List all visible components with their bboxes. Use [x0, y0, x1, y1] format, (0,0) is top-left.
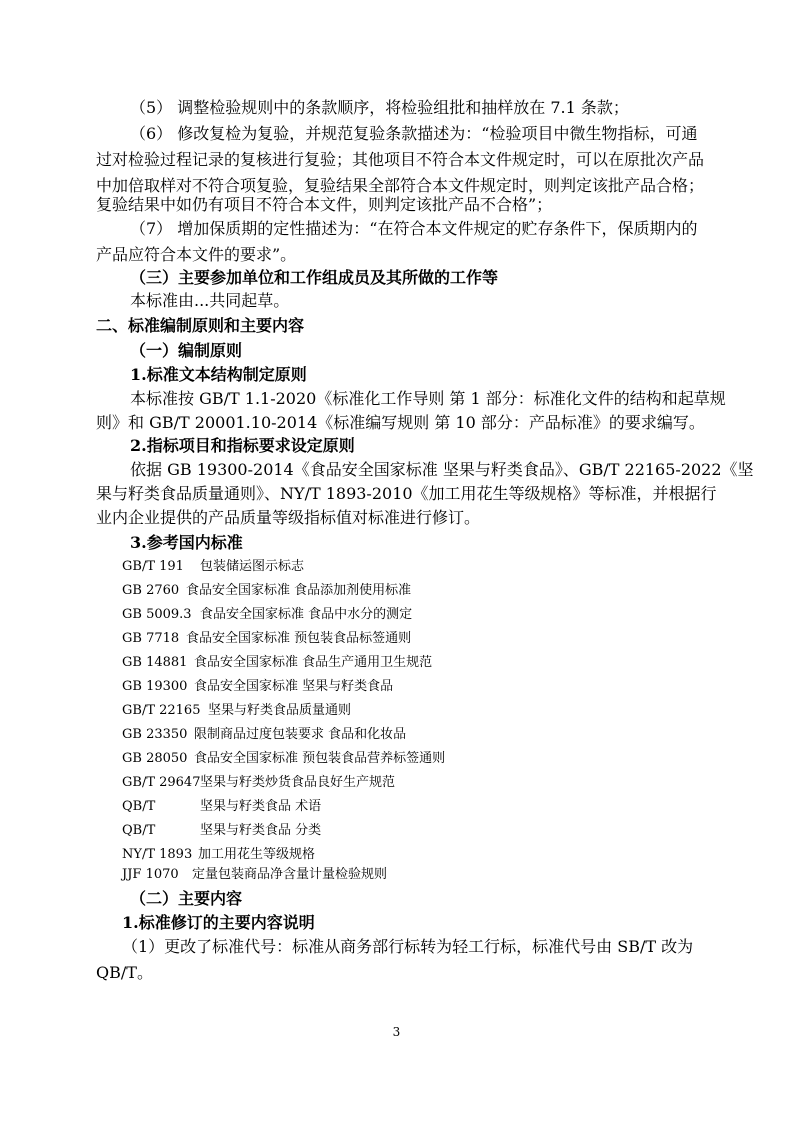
body-line: 依据 GB 19300-2014《食品安全国家标准 坚果与籽类食品》、GB/T 22165-2022《坚 — [130, 460, 754, 479]
body-line: QB/T。 — [96, 963, 153, 982]
reference-item — [122, 605, 412, 625]
reference-title: 定量包装商品净含量计量检验规则 — [192, 867, 388, 882]
reference-title: 食品安全国家标准 食品添加剂使用标准 — [186, 583, 412, 598]
reference-code: NY/T 1893 — [122, 847, 193, 862]
reference-item — [122, 653, 432, 673]
reference-code: GB 14881 — [122, 655, 188, 670]
reference-item — [122, 821, 321, 841]
reference-item — [122, 865, 387, 885]
body-line: （5） 调整检验规则中的条款顺序，将检验组批和抽样放在 7.1 条款； — [130, 98, 629, 117]
item-heading: 1.标准修订的主要内容说明 — [122, 913, 315, 932]
reference-item — [122, 557, 304, 577]
reference-title: 食品安全国家标准 坚果与籽类食品 — [194, 679, 394, 694]
reference-code: GB 2760 — [122, 583, 180, 598]
reference-title: 坚果与籽类食品 分类 — [200, 823, 322, 838]
reference-title: 食品安全国家标准 食品生产通用卫生规范 — [194, 655, 433, 670]
reference-code: GB 19300 — [122, 679, 188, 694]
reference-title: 坚果与籽类食品质量通则 — [208, 703, 352, 718]
reference-title: 坚果与籽类炒货食品良好生产规范 — [200, 775, 396, 790]
body-line: 中加倍取样对不符合项复验，复验结果全部符合本文件规定时，则判定该批产品合格； — [96, 176, 705, 195]
body-line: 则》和 GB/T 20001.10-2014《标准编写规则 第 10 部分：产品标准》的要求编写。 — [96, 413, 705, 432]
body-line: 产品应符合本文件的要求”。 — [96, 245, 297, 264]
reference-title: 坚果与籽类食品 术语 — [200, 799, 322, 814]
body-line: 复验结果中如仍有项目不符合本文件，则判定该批产品不合格”； — [96, 195, 553, 214]
reference-title: 包装储运图示标志 — [200, 559, 305, 574]
reference-code: GB/T 22165 — [122, 703, 201, 718]
item-heading: 3.参考国内标准 — [130, 533, 243, 552]
body-line: 果与籽类食品质量通则》、NY/T 1893-2010《加工用花生等级规格》等标准，并根据行 — [96, 484, 717, 503]
reference-code: QB/T — [122, 823, 156, 838]
reference-code: GB/T 191 — [122, 559, 184, 574]
reference-item — [122, 773, 395, 793]
reference-item — [122, 677, 393, 697]
reference-title: 加工用花生等级规格 — [198, 847, 316, 862]
reference-code: GB 7718 — [122, 631, 180, 646]
body-line: （7） 增加保质期的定性描述为：“在符合本文件规定的贮存条件下，保质期内的 — [130, 219, 698, 238]
reference-code: QB/T — [122, 799, 156, 814]
body-line: 本标准按 GB/T 1.1-2020《标准化工作导则 第 1 部分：标准化文件的结构和起草规 — [130, 389, 726, 408]
reference-item — [122, 701, 351, 721]
body-line: 过对检验过程记录的复核进行复验；其他项目不符合本文件规定时，可以在原批次产品 — [96, 150, 705, 169]
reference-code: GB/T 29647 — [122, 775, 201, 790]
reference-item — [122, 845, 315, 865]
reference-item — [122, 797, 321, 817]
section-heading: （三）主要参加单位和工作组成员及其所做的工作等 — [130, 268, 499, 287]
reference-code: JJF 1070 — [122, 867, 179, 882]
subsection-heading: （二）主要内容 — [130, 889, 243, 908]
reference-code: GB 5009.3 — [122, 607, 192, 622]
section-text: 本标准由...共同起草。 — [130, 291, 290, 310]
reference-code: GB 23350 — [122, 727, 188, 742]
part-heading: 二、标准编制原则和主要内容 — [96, 316, 305, 335]
reference-title: 食品安全国家标准 预包装食品标签通则 — [186, 631, 412, 646]
reference-code: GB 28050 — [122, 751, 188, 766]
body-line: （1）更改了标准代号：标准从商务部行标转为轻工行标，标准代号由 SB/T 改为 — [122, 937, 694, 956]
item-heading: 1.标准文本结构制定原则 — [130, 365, 307, 384]
reference-title: 食品安全国家标准 食品中水分的测定 — [200, 607, 413, 622]
body-line: （6） 修改复检为复验，并规范复验条款描述为：“检验项目中微生物指标，可通 — [130, 124, 698, 143]
body-line: 业内企业提供的产品质量等级指标值对标准进行修订。 — [96, 508, 481, 527]
page-number: 3 — [392, 1025, 401, 1039]
reference-item — [122, 581, 411, 601]
item-heading: 2.指标项目和指标要求设定原则 — [130, 436, 355, 455]
reference-item — [122, 629, 411, 649]
reference-item — [122, 725, 406, 745]
subsection-heading: （一）编制原则 — [130, 341, 243, 360]
reference-title: 食品安全国家标准 预包装食品营养标签通则 — [194, 751, 446, 766]
reference-title: 限制商品过度包装要求 食品和化妆品 — [194, 727, 407, 742]
reference-item — [122, 749, 445, 769]
